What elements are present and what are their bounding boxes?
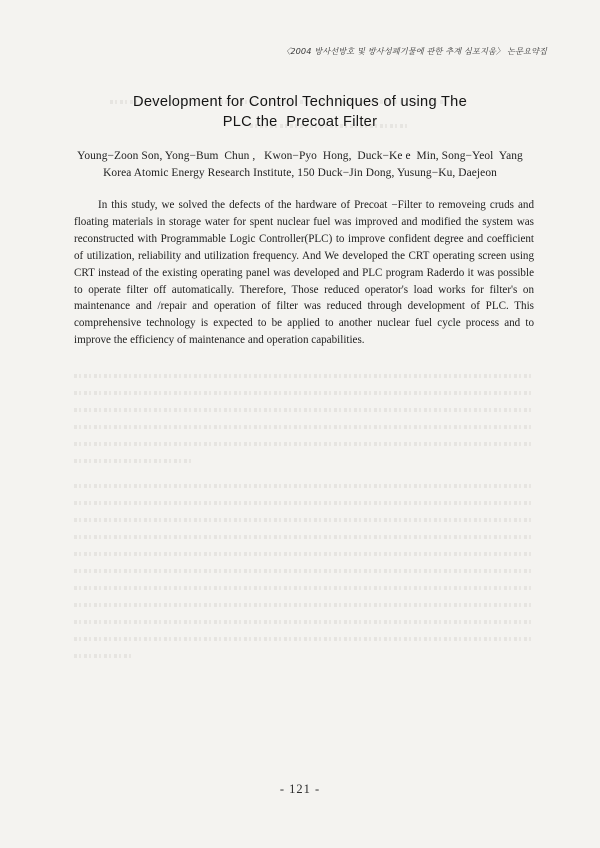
show-through-mark	[74, 654, 134, 658]
show-through-mark	[74, 391, 534, 395]
show-through-mark	[74, 459, 194, 463]
title-line-2: PLC the Precoat Filter	[222, 114, 378, 130]
show-through-mark	[74, 552, 534, 556]
running-header: 〈2004 방사선방호 및 방사성폐기물에 관한 추계 심포지움〉 논문요약집	[282, 46, 547, 56]
paper-title	[0, 92, 600, 132]
show-through-mark	[74, 501, 534, 505]
show-through-mark	[74, 442, 534, 446]
show-through-mark	[74, 484, 534, 488]
show-through-mark	[74, 586, 534, 590]
author-names: Young−Zoon Son, Yong−Bum Chun , Kwon−Pyo Hong, Duck−Ke e Min, Song−Yeol Yang	[77, 150, 523, 162]
abstract-paragraph: In this study, we solved the defects of the hardware of Precoat −Filter to removeing cruds and floating materials in storage water for spent nuclear fuel was improved and modified the system was reconstructed with Programmable Logic Controller(PLC) to improve confident degree and coefficient of utilization, reliability and utilization frequency. And We developed the CRT operating screen using CRT instead of the existing operating panel was developed and PLC program Raderdo it was possible to operate filter off automatically. Therefore, Those reduced operator's load works for filter's on maintenance and /repair and operation of filter was reduced through development of PLC. This comprehensive technology is expected to be applied to another nuclear fuel cycle process and to improve the efficiency of maintenance and operation capabilities.	[74, 199, 534, 347]
show-through-mark	[74, 637, 534, 641]
show-through-mark	[74, 620, 534, 624]
title-line-1: Development for Control Techniques of using The	[133, 94, 467, 110]
show-through-mark	[74, 535, 534, 539]
author-block	[0, 148, 600, 182]
show-through-mark	[74, 603, 534, 607]
show-through-mark	[74, 425, 534, 429]
page-number: - 121 -	[279, 782, 321, 796]
show-through-mark	[74, 518, 534, 522]
show-through-mark	[74, 408, 534, 412]
show-through-mark	[74, 569, 534, 573]
author-affiliation: Korea Atomic Energy Research Institute, 150 Duck−Jin Dong, Yusung−Ku, Daejeon	[103, 167, 497, 179]
show-through-mark	[74, 374, 534, 378]
